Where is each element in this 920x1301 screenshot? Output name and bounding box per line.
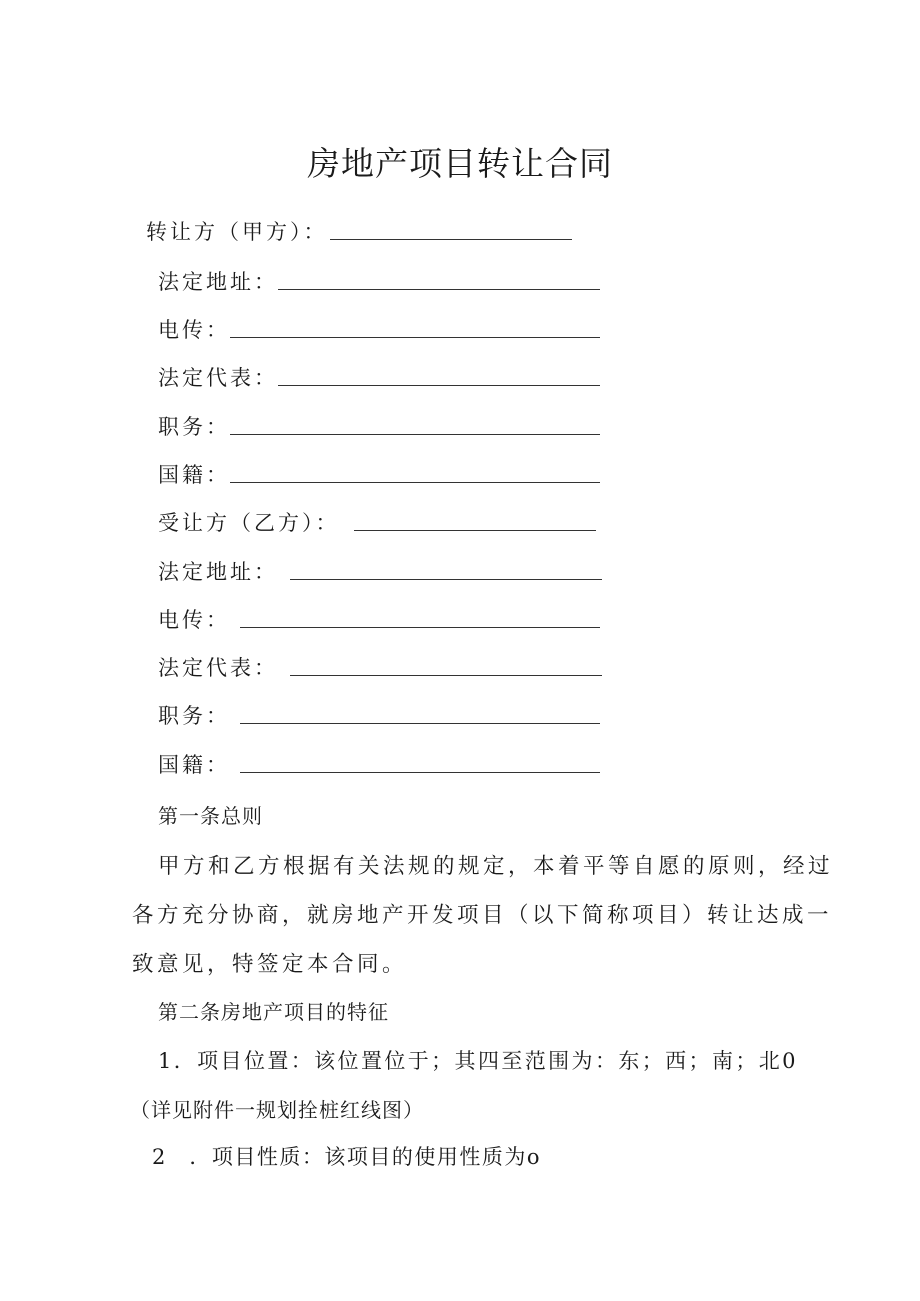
party-a-position-row	[158, 411, 600, 441]
article-2-item-2: 2 ．项目性质：该项目的使用性质为o	[152, 1145, 542, 1169]
party-a-telex-blank[interactable]	[230, 337, 600, 338]
party-a-heading: 转让方（甲方）：	[146, 220, 328, 244]
party-b-telex-label: 电传：	[158, 608, 230, 632]
article-1-heading: 第一条总则	[158, 804, 263, 828]
article-2-item-1-line-2: （详见附件一规划拴桩红线图）	[130, 1098, 424, 1122]
party-b-representative-row	[158, 652, 602, 682]
party-b-address-blank[interactable]	[290, 579, 602, 580]
party-a-heading-row	[146, 216, 572, 246]
party-a-name-blank[interactable]	[330, 239, 572, 240]
article-1-line-1: 甲方和乙方根据有关法规的规定，本着平等自愿的原则，经过	[158, 854, 834, 879]
party-b-name-blank[interactable]	[354, 530, 596, 531]
party-a-nationality-label: 国籍：	[158, 463, 230, 487]
party-b-position-label: 职务：	[158, 704, 230, 728]
party-a-address-row	[158, 266, 600, 296]
party-b-telex-blank[interactable]	[240, 627, 600, 628]
party-a-position-label: 职务：	[158, 415, 230, 439]
party-b-address-label: 法定地址：	[158, 560, 278, 584]
party-b-position-blank[interactable]	[240, 723, 600, 724]
document-title: 房地产项目转让合同	[307, 144, 613, 183]
article-1-line-3: 致意见，特签定本合同。	[132, 952, 408, 977]
party-b-representative-label: 法定代表：	[158, 656, 278, 680]
party-b-nationality-label: 国籍：	[158, 753, 230, 777]
article-2-item-1-line-1: 1．项目位置：该位置位于；其四至范围为：东；西；南；北0	[158, 1049, 798, 1073]
article-2-heading: 第二条房地产项目的特征	[158, 1000, 389, 1024]
party-a-nationality-blank[interactable]	[230, 482, 600, 483]
party-a-nationality-row	[158, 459, 600, 489]
party-a-representative-label: 法定代表：	[158, 366, 278, 390]
party-a-telex-row	[158, 314, 600, 344]
party-a-position-blank[interactable]	[230, 434, 600, 435]
party-b-address-row	[158, 556, 602, 586]
party-a-representative-row	[158, 362, 600, 392]
article-1-line-2: 各方充分协商，就房地产开发项目（以下简称项目）转让达成一	[132, 903, 833, 928]
party-b-heading-row	[158, 507, 596, 537]
party-a-telex-label: 电传：	[158, 318, 230, 342]
party-a-address-label: 法定地址：	[158, 270, 278, 294]
party-b-telex-row	[158, 604, 600, 634]
party-b-heading: 受让方（乙方）：	[158, 511, 340, 535]
party-b-representative-blank[interactable]	[290, 675, 602, 676]
party-a-representative-blank[interactable]	[278, 385, 600, 386]
party-b-nationality-blank[interactable]	[240, 772, 600, 773]
party-a-address-blank[interactable]	[278, 289, 600, 290]
party-b-nationality-row	[158, 749, 600, 779]
party-b-position-row	[158, 700, 600, 730]
